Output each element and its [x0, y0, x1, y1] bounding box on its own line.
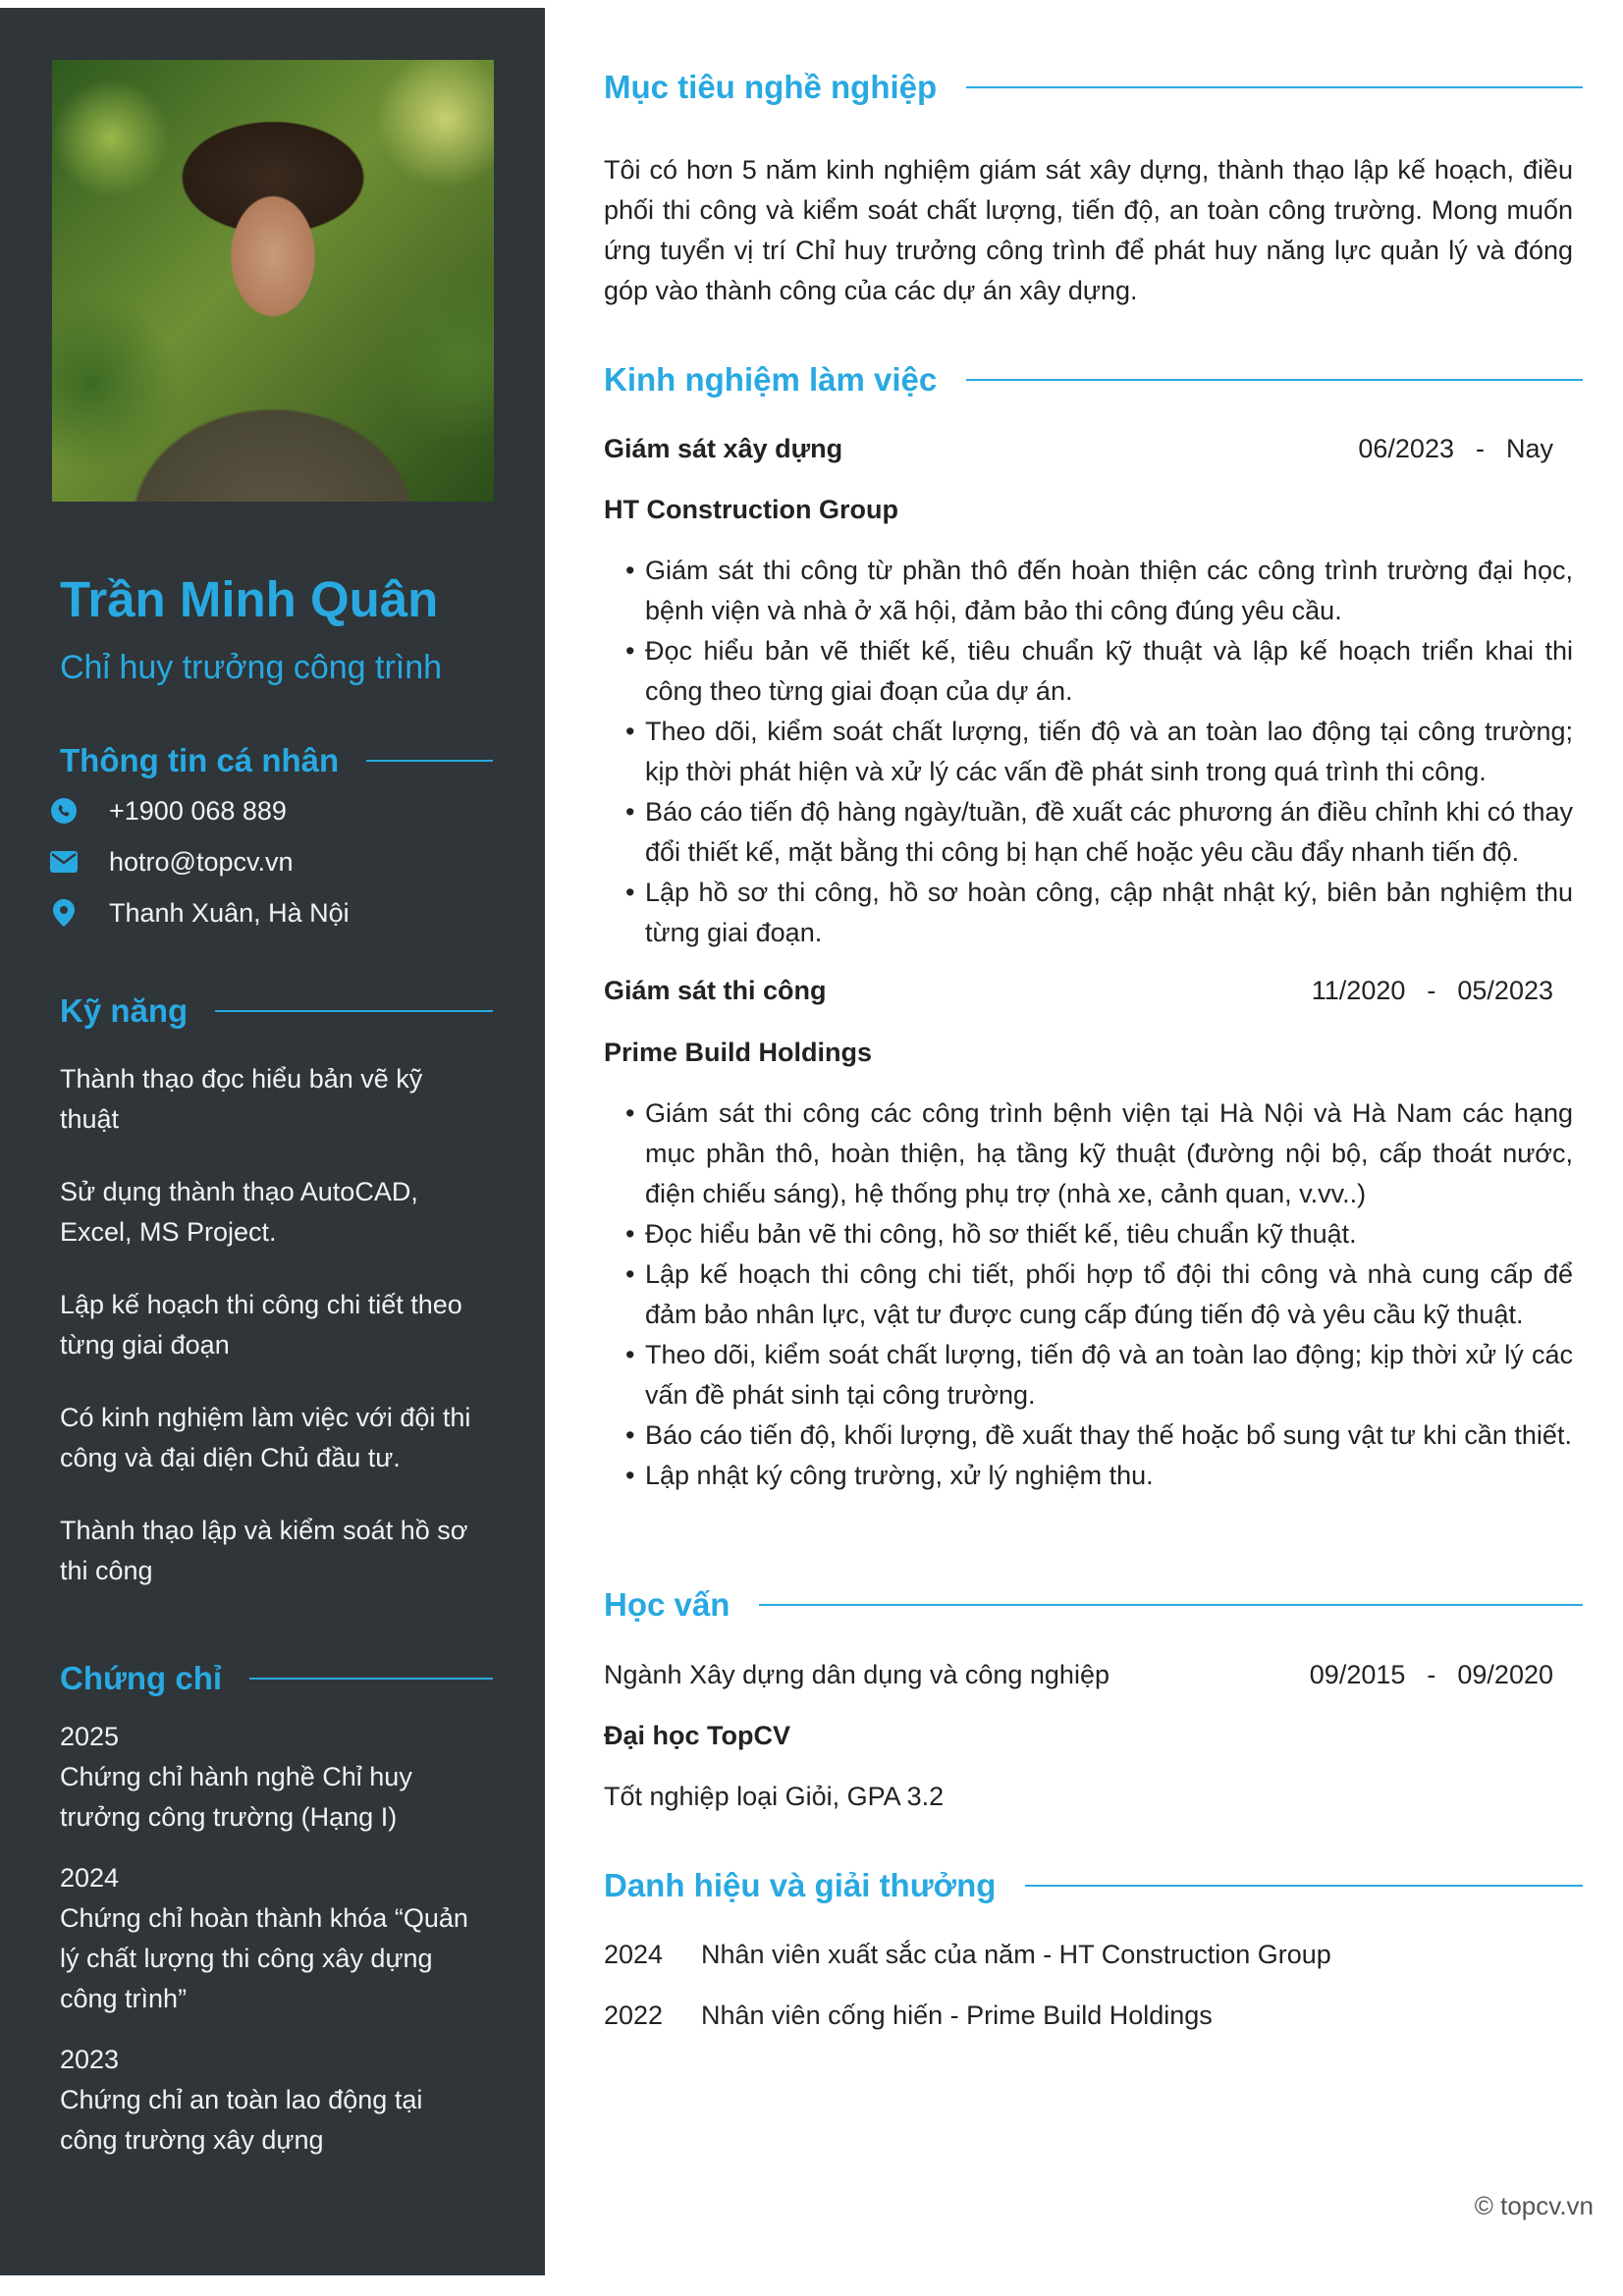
personal-info-section	[60, 742, 493, 938]
job-header	[604, 976, 1553, 1006]
email-row	[60, 836, 493, 887]
company-name: HT Construction Group	[604, 495, 898, 524]
skill-item: Thành thạo lập và kiểm soát hồ sơ thi công	[60, 1516, 468, 1585]
objective-text: Tôi có hơn 5 năm kinh nghiệm giám sát xây dựng, thành thạo lập kế hoạch, điều phối thi công và kiểm soát chất lượng, tiến độ, an toàn công trường. Mong muốn ứng tuyển vị trí Chỉ huy trưởng công trình để phát huy năng lực quản lý và đóng góp vào thành công của các dự án xây dựng.	[604, 155, 1573, 305]
skill-item: Có kinh nghiệm làm việc với đội thi công và đại diện Chủ đầu tư.	[60, 1403, 471, 1472]
education-note: Tốt nghiệp loại Giỏi, GPA 3.2	[604, 1782, 945, 1811]
bullet-item: • Đọc hiểu bản vẽ thiết kế, tiêu chuẩn kỹ thuật và lập kế hoạch triển khai thi công theo từng giai đoạn của dự án.	[625, 631, 1573, 712]
award-item	[604, 1940, 1331, 1970]
sidebar	[0, 8, 545, 2275]
section-title: Thông tin cá nhân	[60, 742, 340, 778]
section-divider	[366, 760, 493, 762]
school-name: Đại học TopCV	[604, 1721, 791, 1750]
footer-watermark[interactable]: © topcv.vn	[1474, 2191, 1594, 2220]
certificate-year: 2024	[60, 1863, 120, 1893]
award-name: Nhân viên xuất sắc của năm - HT Construction Group	[701, 1940, 1331, 1969]
bullet-item: • Lập kế hoạch thi công chi tiết, phối hợp tổ đội thi công và nhà cung cấp để đảm bảo nhân lực, vật tư được cung cấp đúng tiến độ và yêu cầu kỹ thuật.	[625, 1255, 1573, 1335]
phone-icon	[50, 798, 78, 824]
skills-heading	[60, 992, 493, 1030]
location-icon	[50, 899, 78, 927]
personal-info-heading	[60, 742, 493, 779]
section-divider	[1025, 1885, 1583, 1887]
email-text: hotro@topcv.vn	[109, 846, 294, 877]
section-divider	[759, 1604, 1583, 1606]
certificate-year: 2023	[60, 2045, 120, 2074]
award-year: 2022	[604, 2001, 664, 2030]
section-divider	[966, 379, 1583, 381]
email-icon	[50, 851, 78, 873]
skills-section	[60, 992, 493, 1624]
awards-heading	[604, 1867, 1583, 1904]
section-divider	[966, 86, 1583, 88]
award-year: 2024	[604, 1940, 664, 1969]
section-title: Danh hiệu và giải thưởng	[604, 1867, 997, 1903]
certificate-name: Chứng chỉ an toàn lao động tại công trường xây dựng	[60, 2085, 423, 2155]
date-separator: -	[1427, 1660, 1436, 1689]
certificate-name: Chứng chỉ hành nghề Chỉ huy trưởng công trường (Hạng I)	[60, 1762, 412, 1832]
certificates-heading	[60, 1660, 493, 1697]
job-header	[604, 434, 1553, 464]
job-end: Nay	[1505, 434, 1553, 463]
skill-item: Lập kế hoạch thi công chi tiết theo từng giai đoạn	[60, 1290, 462, 1360]
section-title: Kỹ năng	[60, 992, 189, 1029]
section-title: Kinh nghiệm làm việc	[604, 361, 938, 398]
section-title: Mục tiêu nghề nghiệp	[604, 69, 938, 105]
bullet-item: • Báo cáo tiến độ, khối lượng, đề xuất thay thế hoặc bổ sung vật tư khi cần thiết.	[625, 1415, 1573, 1456]
address-row	[60, 887, 493, 938]
certificate-item	[60, 1717, 482, 1838]
job-start: 06/2023	[1358, 434, 1454, 463]
skill-item: Sử dụng thành thạo AutoCAD, Excel, MS Project.	[60, 1177, 418, 1247]
bullet-item: • Theo dõi, kiểm soát chất lượng, tiến độ và an toàn lao động tại công trường; kịp thời phát hiện và xử lý các vấn đề phát sinh trong quá trình thi công.	[625, 712, 1573, 792]
bullet-item: • Giám sát thi công từ phần thô đến hoàn thiện các công trình trường đại học, bệnh viện và nhà ở xã hội, đảm bảo thi công đúng yêu cầu.	[625, 551, 1573, 631]
certificate-item	[60, 1858, 482, 2019]
bullet-item: • Báo cáo tiến độ hàng ngày/tuần, đề xuất các phương án điều chỉnh khi có thay đổi thiết kế, mặt bằng thi công bị hạn chế hoặc yêu cầu đẩy nhanh tiến độ.	[625, 792, 1573, 873]
section-title: Chứng chỉ	[60, 1660, 223, 1696]
job-title: Giám sát thi công	[604, 976, 827, 1005]
education-start: 09/2015	[1309, 1660, 1406, 1689]
job-dates	[1358, 434, 1553, 464]
bullet-item: • Lập hồ sơ thi công, hồ sơ hoàn công, cập nhật nhật ký, biên bản nghiệm thu từng giai đoạn.	[625, 873, 1573, 953]
award-item	[604, 2001, 1213, 2031]
award-name: Nhân viên cống hiến - Prime Build Holdings	[701, 2001, 1213, 2030]
candidate-role: Chỉ huy trưởng công trình	[60, 649, 443, 686]
certificate-name: Chứng chỉ hoàn thành khóa “Quản lý chất lượng thi công xây dựng công trình”	[60, 1903, 468, 2013]
job-bullets	[625, 1094, 1573, 1496]
bullet-item: • Giám sát thi công các công trình bệnh viện tại Hà Nội và Hà Nam các hạng mục phần thô, hoàn thiện, hạ tầng kỹ thuật (đường nội bộ, cấp thoát nước, điện chiếu sáng), hệ thống phụ trợ (nhà xe, cảnh quan, v.vv..)	[625, 1094, 1573, 1214]
objective-heading	[604, 69, 1583, 106]
education-major: Ngành Xây dựng dân dụng và công nghiệp	[604, 1660, 1109, 1689]
section-title: Học vấn	[604, 1586, 730, 1623]
job-end: 05/2023	[1457, 976, 1553, 1005]
job-bullets	[625, 551, 1573, 953]
skill-item: Thành thạo đọc hiểu bản vẽ kỹ thuật	[60, 1064, 423, 1134]
job-start: 11/2020	[1311, 976, 1406, 1005]
job-title: Giám sát xây dựng	[604, 434, 843, 463]
section-divider	[215, 1010, 493, 1012]
phone-text: +1900 068 889	[109, 795, 287, 826]
certificates-section	[60, 1660, 493, 2181]
education-heading	[604, 1586, 1583, 1624]
certificate-year: 2025	[60, 1722, 120, 1751]
experience-heading	[604, 361, 1583, 399]
candidate-name: Trần Minh Quân	[60, 571, 439, 627]
certificate-item	[60, 2040, 482, 2161]
job-dates	[1312, 976, 1553, 1006]
bullet-item: • Đọc hiểu bản vẽ thi công, hồ sơ thiết kế, tiêu chuẩn kỹ thuật.	[625, 1214, 1573, 1255]
education-end: 09/2020	[1457, 1660, 1553, 1689]
bullet-item: • Lập nhật ký công trường, xử lý nghiệm thu.	[625, 1456, 1573, 1496]
section-divider	[249, 1678, 493, 1680]
date-separator: -	[1427, 976, 1436, 1005]
profile-photo	[52, 60, 494, 502]
address-text: Thanh Xuân, Hà Nội	[109, 897, 350, 928]
education-dates	[1310, 1660, 1553, 1690]
bullet-item: • Theo dõi, kiểm soát chất lượng, tiến độ và an toàn lao động; kịp thời xử lý các vấn đề phát sinh tại công trường.	[625, 1335, 1573, 1415]
company-name: Prime Build Holdings	[604, 1038, 873, 1067]
phone-row	[60, 785, 493, 836]
date-separator: -	[1475, 434, 1485, 463]
education-row	[604, 1660, 1553, 1690]
